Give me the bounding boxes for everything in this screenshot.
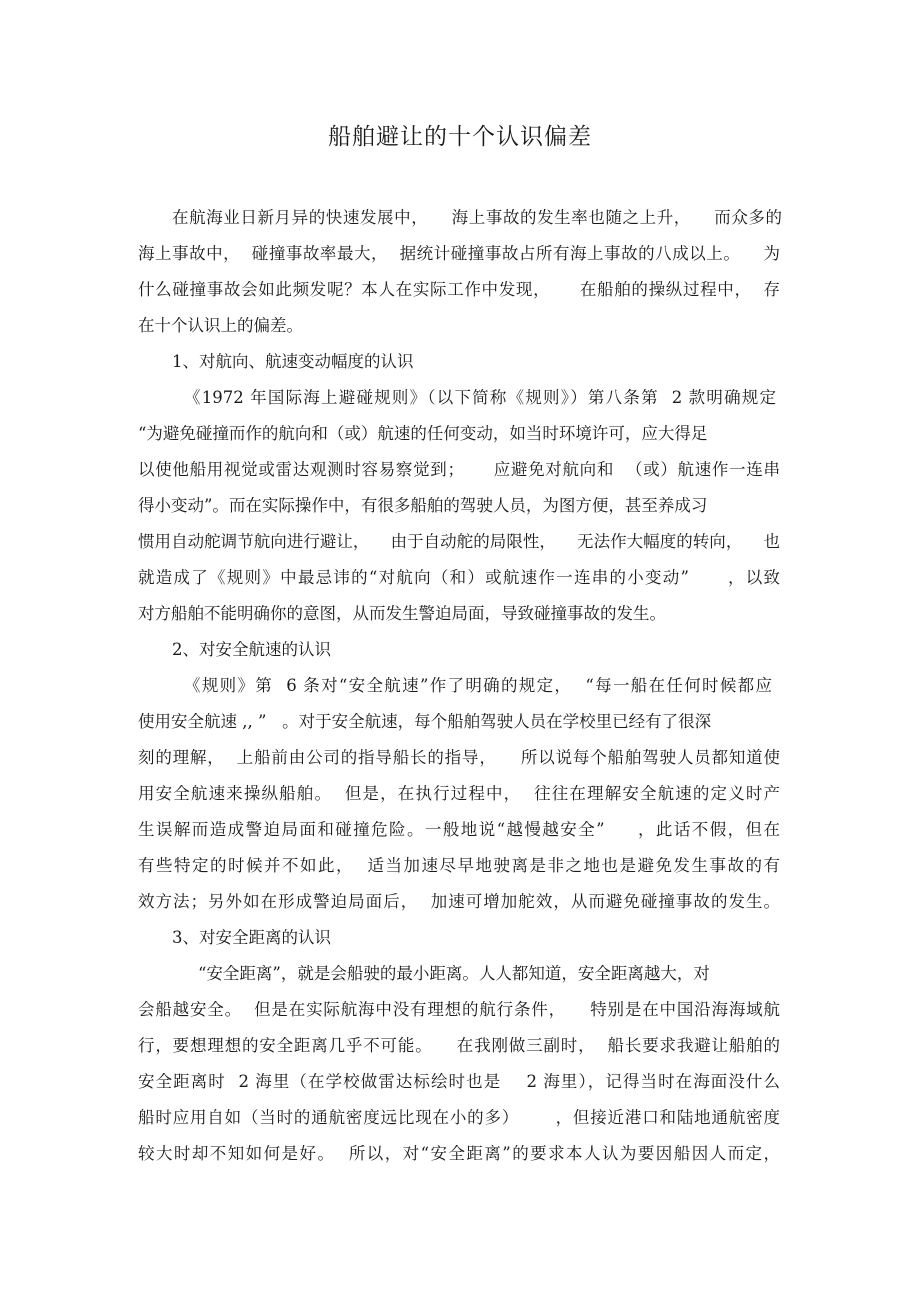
paragraph-line: 以使他船用视觉或雷达观测时容易察觉到； 应避免对航向和 （或）航速作一连串	[138, 460, 780, 479]
paragraph-line: 效方法；另外如在形成警迫局面后， 加速可增加舵效，从而避免碰撞事故的发生。	[138, 892, 780, 911]
paragraph-line: 安全距离时 2 海里（在学校做雷达标绘时也是 2 海里），记得当时在海面没什么	[138, 1072, 780, 1091]
paragraph-line: 使用安全航速 ,, ” 。对于安全航速，每个船舶驾驶人员在学校里已经有了很深	[138, 712, 712, 731]
paragraph-line: 什么碰撞事故会如此频发呢？本人在实际工作中发现， 在船舶的操纵过程中， 存	[138, 280, 780, 299]
paragraph-line: 船时应用自如（当时的通航密度远比现在小的多） ，但接近港口和陆地通航密度	[138, 1108, 780, 1127]
paragraph-line: 《规则》第 6 条对“安全航速”作了明确的规定， “每一船在任何时候都应	[184, 676, 772, 695]
paragraph-line: 惯用自动舵调节航向进行避让， 由于自动舵的局限性， 无法作大幅度的转向， 也	[138, 532, 780, 551]
paragraph-line: 就造成了《规则》中最忌讳的“对航向（和）或航速作一连串的小变动” ，以致	[138, 568, 780, 587]
paragraph-line: 得小变动”。而在实际操作中，有很多船舶的驾驶人员，为图方便，甚至养成习	[138, 496, 708, 515]
section-heading: 2、对安全航速的认识	[172, 640, 331, 659]
paragraph-line: 生误解而造成警迫局面和碰撞危险。一般地说“越慢越安全” ，此话不假，但在	[138, 820, 780, 839]
paragraph-line: 较大时却不知如何是好。 所以，对“安全距离”的要求本人认为要因船因人而定，	[138, 1144, 780, 1163]
paragraph-line: “安全距离”，就是会船驶的最小距离。人人都知道，安全距离越大，对	[198, 964, 710, 983]
paragraph-line: 海上事故中， 碰撞事故率最大， 据统计碰撞事故占所有海上事故的八成以上。 为	[138, 244, 780, 263]
paragraph-line: 在十个认识上的偏差。	[138, 316, 303, 335]
paragraph-line: 《1972 年国际海上避碰规则》（以下简称《规则》）第八条第 2 款明确规定	[184, 388, 776, 407]
paragraph-line: “为避免碰撞而作的航向和（或）航速的任何变动，如当时环境许可，应大得足	[138, 424, 708, 443]
paragraph-line: 刻的理解， 上船前由公司的指导船长的指导， 所以说每个船舶驾驶人员都知道使	[138, 748, 780, 767]
section-heading: 3、对安全距离的认识	[172, 928, 331, 947]
paragraph-line: 用安全航速来操纵船舶。 但是，在执行过程中， 往往在理解安全航速的定义时产	[138, 784, 780, 803]
paragraph-line: 有些特定的时候并不如此， 适当加速尽早地驶离是非之地也是避免发生事故的有	[138, 856, 780, 875]
paragraph-line: 会船越安全。 但是在实际航海中没有理想的航行条件， 特别是在中国沿海海域航	[138, 1000, 780, 1019]
section-heading: 1、对航向、航速变动幅度的认识	[172, 352, 414, 371]
paragraph-line: 行，要想理想的安全距离几乎不可能。 在我刚做三副时， 船长要求我避让船舶的	[138, 1036, 780, 1055]
paragraph-line: 对方船舶不能明确你的意图，从而发生警迫局面，导致碰撞事故的发生。	[138, 604, 666, 623]
paragraph-line: 在航海业日新月异的快速发展中， 海上事故的发生率也随之上升， 而众多的	[172, 208, 782, 227]
page-title: 船舶避让的十个认识偏差	[328, 124, 592, 150]
